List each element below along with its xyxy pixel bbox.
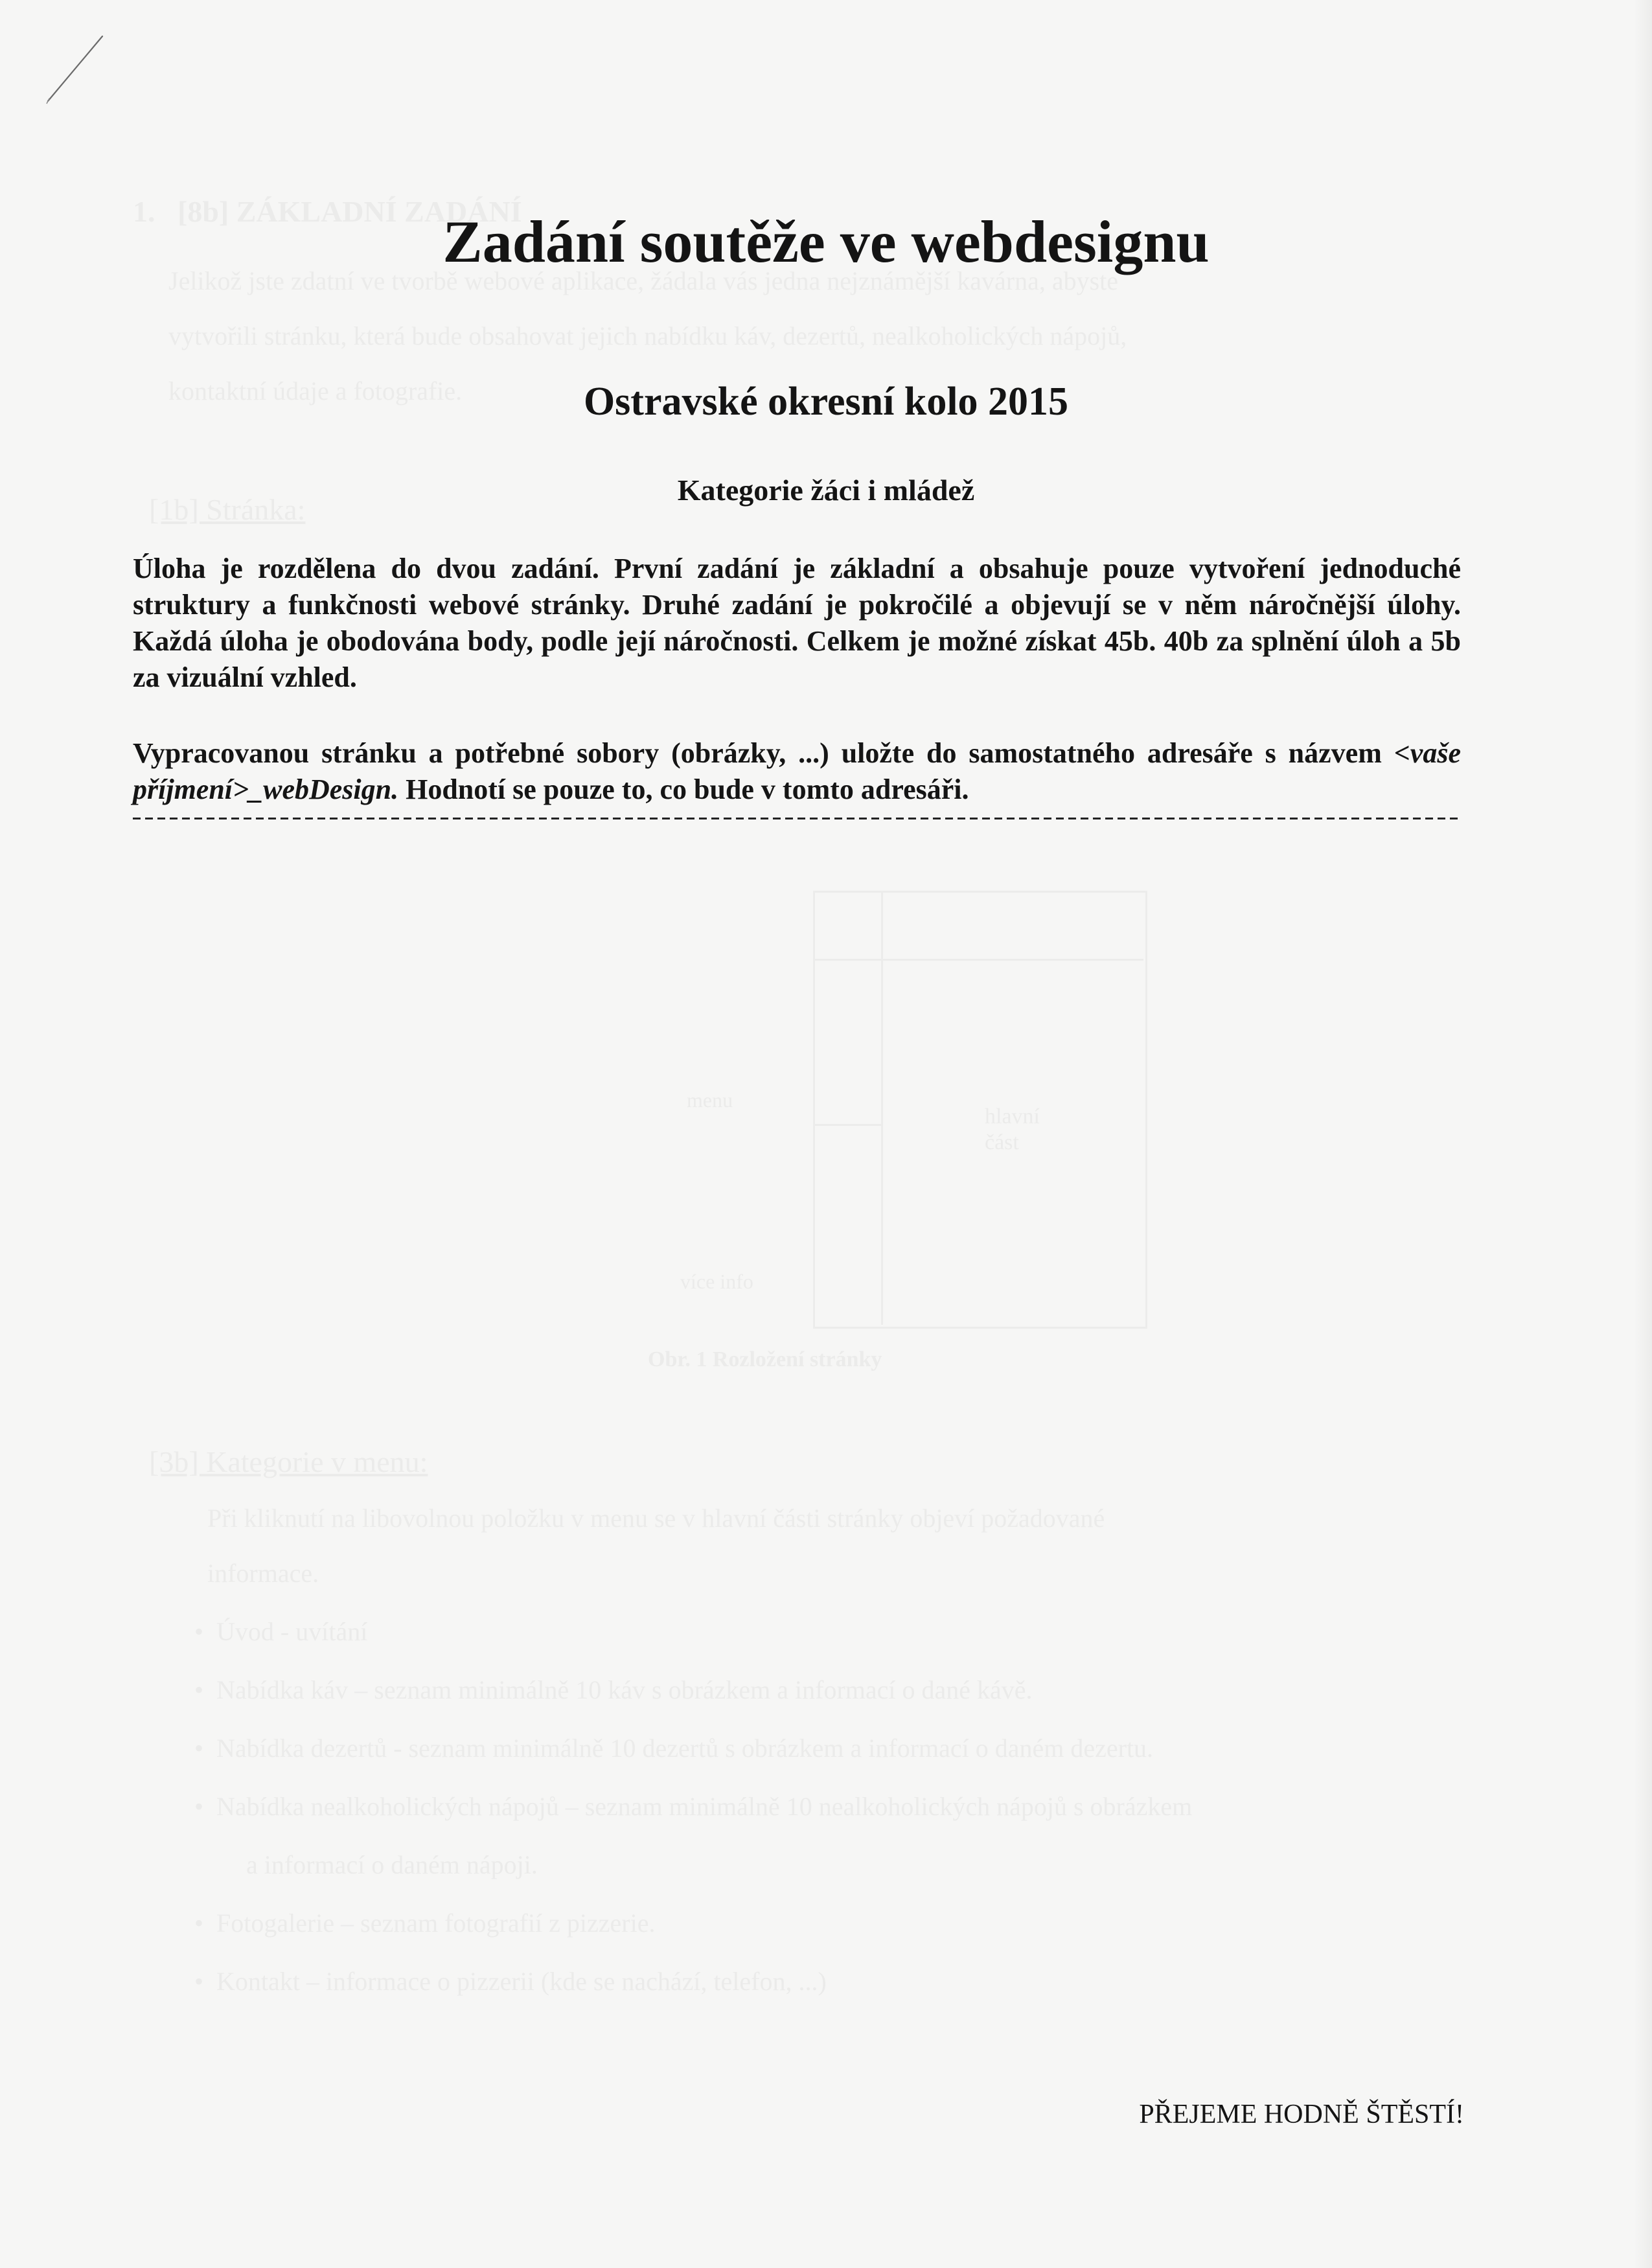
instruction-note: Hodnotí se pouze to, co bude v tomto adresáři. <box>398 773 969 805</box>
closing-wish: PŘEJEME HODNĚ ŠTĚSTÍ! <box>1139 2100 1464 2129</box>
paper-edge-shadow <box>1634 0 1652 2268</box>
category-heading: Kategorie žáci i mládež <box>677 474 975 507</box>
document-page: 1. [8b] ZÁKLADNÍ ZADÁNÍ Jelikož jste zdatní ve tvorbě webové aplikace, žádala vás jedna nejznámější kavárna, abyste vytvořili stránku, která bude obsahovat jejich nabídku káv, dezertů, nealkoholických nápojů, kontaktní údaje a fotografie. [1b] Stránka: hlavní část menu více info Obr. 1 Rozložení stránky [3b] Kategorie v menu: Při kliknutí na libovolnou položku v menu se v hlavní části stránky objeví požadované informace. • Úvod - uvítání • Nabídka káv – seznam minimálně 10 káv s obrázkem a informací o dané kávě. • Nabídka dezertů - seznam minimálně 10 dezertů s obrázkem a informací o daném dezertu. • Nabídka nealkoholických nápojů – seznam minimálně 10 nealkoholických nápojů s obrázkem a informací o daném nápoji. • Fotogalerie – seznam fotografií z pizzerie. • Kontakt – informace o pizzerii (kde se nachází, telefon, ...) Zadání soutěže ve webdesignu Ostravské okresní kolo 2015 Kategorie žáci i mládež Úloha je rozdělena do dvou zadání. První zadání je základní a obsahuje pouze vytvoření jednoduché struktury a funkčnosti webové stránky. Druhé zadání je pokročilé a objevují se v něm náročnější úlohy. Každá úloha je obodována body, podle její náročnosti. Celkem je možné získat 45b. 40b za splnění úloh a 5b za vizuální vzhled. Vypracovanou stránku a potřebné sobory (obrázky, ...) uložte do samostatného adresáře s názvem <vaše příjmení>_webDesign. Hodnotí se pouze to, co bude v tomto adresáři. PŘEJEME HODNĚ ŠTĚSTÍ! <box>0 0 1652 2268</box>
dashed-divider <box>133 818 1458 819</box>
folder-name-pattern: <vaše příjmení>_webDesign. <box>133 737 1461 805</box>
intro-paragraph: Úloha je rozdělena do dvou zadání. První zadání je základní a obsahuje pouze vytvoření jednoduché struktury a funkčnosti webové stránky. Druhé zadání je pokročilé a objevují se v něm náročnější úlohy. Každá úloha je obodována body, podle její náročnosti. Celkem je možné získat 45b. 40b za splnění úloh a 5b za vizuální vzhled. <box>133 553 1461 693</box>
pencil-stroke-mark <box>39 26 117 110</box>
document-title: Zadání soutěže ve webdesignu <box>442 209 1210 275</box>
document-subtitle: Ostravské okresní kolo 2015 <box>583 380 1069 424</box>
instruction-paragraph <box>133 735 1461 808</box>
instruction-text: Vypracovanou stránku a potřebné sobory (obrázky, ...) uložte do samostatného adresáře s názvem <box>133 737 1394 769</box>
